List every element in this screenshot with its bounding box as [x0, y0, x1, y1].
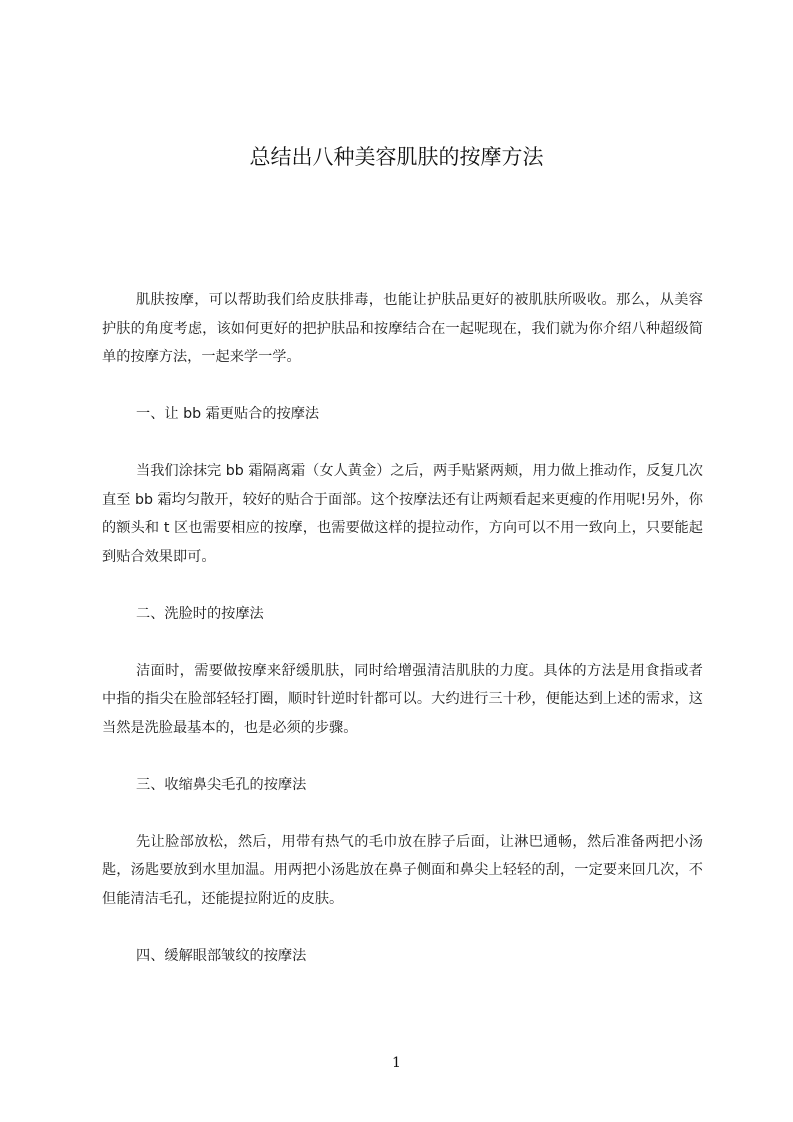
spacer [102, 571, 793, 600]
spacer [102, 429, 793, 458]
section-body-3: 先让脸部放松，然后，用带有热气的毛巾放在脖子后面，让淋巴通畅，然后准备两把小汤匙，汤匙要放到水里加温。用两把小汤匙放在鼻子侧面和鼻尖上轻轻的刮，一定要来回几次，不但能清洁毛孔，还能提拉附近的皮肤。 [102, 833, 703, 907]
intro-paragraph: 肌肤按摩，可以帮助我们给皮肤排毒，也能让护肤品更好的被肌肤所吸收。那么，从美容护肤的角度考虑，该如何更好的把护肤品和按摩结合在一起呢现在，我们就为你介绍八种超级简单的按摩方法，一起来学一学。 [102, 292, 703, 365]
spacer [102, 372, 793, 401]
section-heading-1: 一、让 bb 霜更贴合的按摩法 [136, 406, 320, 422]
page-number: 1 [392, 1055, 401, 1071]
spacer [102, 799, 793, 828]
spacer [102, 913, 793, 942]
section-body-2: 洁面时，需要做按摩来舒缓肌肤，同时给增强清洁肌肤的力度。具体的方法是用食指或者中指的指尖在脸部轻轻打圈，顺时针逆时针都可以。大约进行三十秒，便能达到上述的需求，这当然是洗脸最基本的，也是必须的步骤。 [102, 662, 703, 736]
spacer [102, 628, 793, 657]
section-heading-3: 三、收缩鼻尖毛孔的按摩法 [136, 776, 307, 793]
section-heading-4: 四、缓解眼部皱纹的按摩法 [136, 947, 307, 964]
page-title: 总结出八种美容肌肤的按摩方法 [249, 145, 544, 169]
document-body [0, 286, 793, 970]
section-heading-2: 二、洗脸时的按摩法 [136, 605, 264, 622]
spacer [102, 742, 793, 771]
section-body-1: 当我们涂抹完 bb 霜隔离霜（女人黄金）之后，两手贴紧两颊，用力做上推动作，反复几次直至 bb 霜均匀散开，较好的贴合于面部。这个按摩法还有让两颊看起来更瘦的作用呢!另外，你的额头和 t 区也需要相应的按摩，也需要做这样的提拉动作，方向可以不用一致向上，只要能起到贴合效果即可。 [102, 463, 703, 565]
